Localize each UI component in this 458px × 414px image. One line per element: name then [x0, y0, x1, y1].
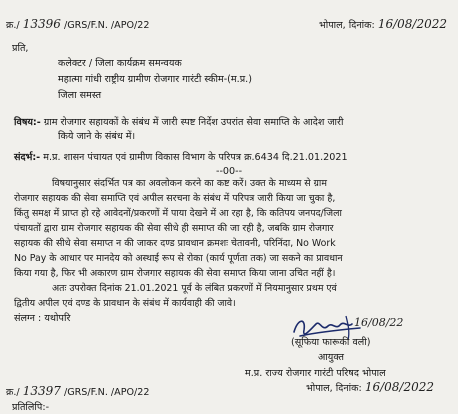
date-label: भोपाल, दिनांक:	[319, 20, 375, 31]
number-handwritten: 13396	[22, 17, 61, 31]
signatory-title: आयुक्त	[318, 352, 344, 363]
body-line-5: सहायक की सीधे सेवा समाप्त न की जाकर दण्ड प्रावधान क्रमशः चेतावनी, परिनिंदा, No Work	[14, 238, 336, 249]
subject-label: विषय:-	[14, 117, 41, 128]
body-line-2: रोजगार सहायक की सेवा समाप्ति एवं अपील सरचना के संबंध में परिपत्र जारी किया जा चुका है,	[14, 193, 336, 204]
signatory-name: (सूफिया फारूकी वली)	[291, 337, 371, 348]
pratilipi-label: प्रतिलिपि:-	[12, 402, 50, 413]
body-line-1	[14, 177, 444, 190]
subject-line-1	[14, 116, 343, 129]
addressee-line-2: महात्मा गांधी राष्ट्रीय ग्रामीण रोजगार गारंटी स्कीम-(म.प्र.)	[58, 74, 252, 85]
second-number-prefix: क्र./	[6, 387, 20, 398]
place-date-handwritten: 16/08/2022	[364, 380, 434, 394]
number-prefix: क्र./	[6, 20, 20, 31]
signatory-office: म.प्र. राज्य रोजगार गारंटी परिषद भोपाल	[245, 368, 386, 379]
reference-line	[14, 151, 348, 164]
reference-label: संदर्भ:-	[14, 152, 41, 163]
second-number-handwritten: 13397	[22, 384, 61, 398]
date-handwritten: 16/08/2022	[377, 17, 447, 31]
letter-number	[6, 18, 150, 32]
subject-line-2: किये जाने के संबंध में।	[58, 131, 136, 142]
addressee-line-1: कलेक्टर / जिला कार्यक्रम समन्वयक	[58, 58, 182, 69]
body-line-8	[14, 282, 444, 295]
letter-date	[319, 18, 447, 32]
subject-text-1: ग्राम रोजगार सहायकों के संबंध में जारी स्पष्ट निर्देश उपरांत सेवा समाप्ति के आदेश जारी	[43, 117, 344, 128]
place-date-label: भोपाल, दिनांक:	[306, 383, 362, 394]
body-line-3: किंतु समक्ष में प्राप्त हो रहे आवेदनों/प्रकरणों में पाया देखने में आ रहा है, कि कतिपय जनपद/जिला	[14, 208, 342, 219]
body-line-9: द्वितीय अपील एवं दण्ड के प्रावधान के संबंध में कार्यवाही की जावे।	[14, 298, 236, 309]
separator: --00--	[216, 166, 243, 177]
number-suffix: /GRS/F.N. /APO/22	[63, 20, 150, 31]
reference-text: म.प्र. शासन पंचायत एवं ग्रामीण विकास विभाग के परिपत्र क्र.6434 दि.21.01.2021	[43, 152, 348, 163]
body-text-8: अतः उपरोक्त दिनांक 21.01.2021 पूर्व के लंबित प्रकरणों में नियमानुसार प्रथम एवं	[52, 283, 337, 294]
enclosure-line: संलग्न : यथोपरि	[14, 313, 71, 324]
body-line-6: No Pay के आधार पर मानदेय को अस्थाई रूप से रोका (कार्य पूर्णता तक) जा सकने का प्रावधान	[14, 253, 343, 264]
signature-date: 16/08/22	[354, 316, 404, 329]
body-text-1: विषयानुसार संदर्भित पत्र का अवलोकन करने का कष्ट करें। उक्त के माध्यम से ग्राम	[52, 178, 327, 189]
second-letter-number	[6, 385, 150, 399]
body-line-4: पंचायतों द्वारा ग्राम रोजगार सहायक की सेवा सीधे ही समाप्त की जा रही है, जबकि ग्राम रोजगार	[14, 223, 334, 234]
second-number-suffix: /GRS/F.N. /APO/22	[63, 387, 150, 398]
body-line-7: किया गया है, फिर भी अकारण ग्राम रोजगार सहायक की सेवा समाप्त किया जाना उचित नहीं है।	[14, 268, 336, 279]
signatory-place-date	[306, 381, 434, 395]
addressee-line-3: जिला समस्त	[58, 90, 102, 101]
prati-label: प्रति,	[12, 43, 29, 54]
